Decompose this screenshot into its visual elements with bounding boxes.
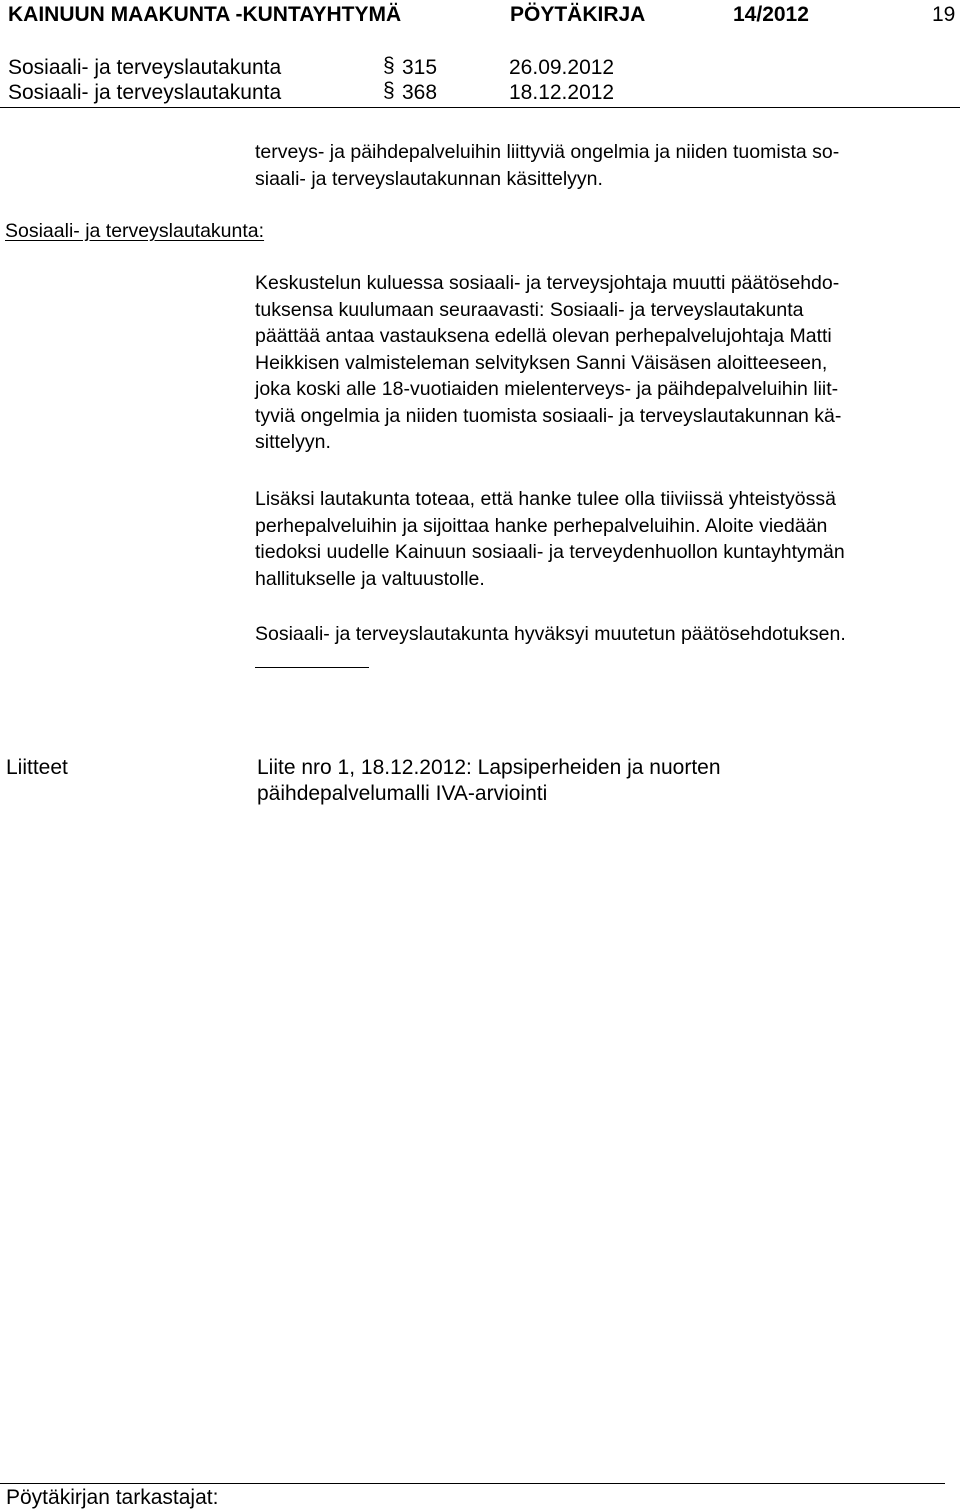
continuation-text <box>255 139 955 192</box>
continuation-line: terveys- ja päihdepalveluihin liittyviä ongelmia ja niiden tuomista so- <box>255 141 840 163</box>
paragraph-line: sittelyyn. <box>255 431 331 453</box>
attachment-line-2[interactable]: päihdepalvelumalli IVA-arviointi <box>257 782 548 805</box>
paragraph-line: päättää antaa vastauksena edellä olevan perhepalvelujohtaja Matti <box>255 325 832 347</box>
continuation-line: siaali- ja terveyslautakunnan käsittelyyn. <box>255 167 603 190</box>
org-name: KAINUUN MAAKUNTA -KUNTAYHTYMÄ <box>8 3 402 26</box>
paragraph-line: tiedoksi uudelle Kainuun sosiaali- ja terveydenhuollon kuntayhtymän <box>255 541 845 563</box>
section-sign-2: § <box>383 79 395 102</box>
header-body-2: Sosiaali- ja terveyslautakunta <box>8 81 282 104</box>
paragraph-line: Heikkisen valmisteleman selvityksen Sanni Väisäsen aloitteeseen, <box>255 351 828 374</box>
paragraph-line: perhepalveluihin ja sijoittaa hanke perhepalveluihin. Aloite viedään <box>255 514 828 537</box>
reviewers-label: Pöytäkirjan tarkastajat: <box>6 1486 219 1509</box>
committee-label: Sosiaali- ja terveyslautakunta: <box>5 220 265 242</box>
paragraph-line: joka koski alle 18-vuotiaiden mielenterveys- ja päihdepalveluihin liit- <box>255 378 839 400</box>
header-paragraph-1: 315 <box>402 56 438 79</box>
header-date-1: 26.09.2012 <box>509 56 615 79</box>
footer-rule <box>0 1483 945 1484</box>
header-paragraph-2: 368 <box>402 81 438 104</box>
short-separator <box>255 667 369 668</box>
paragraph-line: Keskustelun kuluessa sosiaali- ja terveysjohtaja muutti päätösehdo- <box>255 272 840 294</box>
decision-paragraph-3 <box>255 621 955 648</box>
page-number: 19 <box>932 3 956 26</box>
attachments-label: Liitteet <box>6 756 68 779</box>
header-rule <box>0 107 960 108</box>
header-date-2: 18.12.2012 <box>509 81 615 104</box>
paragraph-line: Sosiaali- ja terveyslautakunta hyväksyi muutetun päätösehdotuksen. <box>255 623 846 645</box>
paragraph-line: Lisäksi lautakunta toteaa, että hanke tulee olla tiiviissä yhteistyössä <box>255 488 837 510</box>
decision-paragraph-2 <box>255 486 955 592</box>
section-sign-1: § <box>383 54 395 77</box>
header-body-1: Sosiaali- ja terveyslautakunta <box>8 56 282 79</box>
decision-paragraph-1 <box>255 270 955 456</box>
doc-type: PÖYTÄKIRJA <box>510 3 646 26</box>
paragraph-line: tuksensa kuulumaan seuraavasti: Sosiaali- ja terveyslautakunta <box>255 298 804 321</box>
paragraph-line: hallitukselle ja valtuustolle. <box>255 567 485 590</box>
doc-number: 14/2012 <box>733 3 809 26</box>
attachment-line-1[interactable]: Liite nro 1, 18.12.2012: Lapsiperheiden ja nuorten <box>257 756 721 779</box>
paragraph-line: tyviä ongelmia ja niiden tuomista sosiaali- ja terveyslautakunnan kä- <box>255 404 842 427</box>
